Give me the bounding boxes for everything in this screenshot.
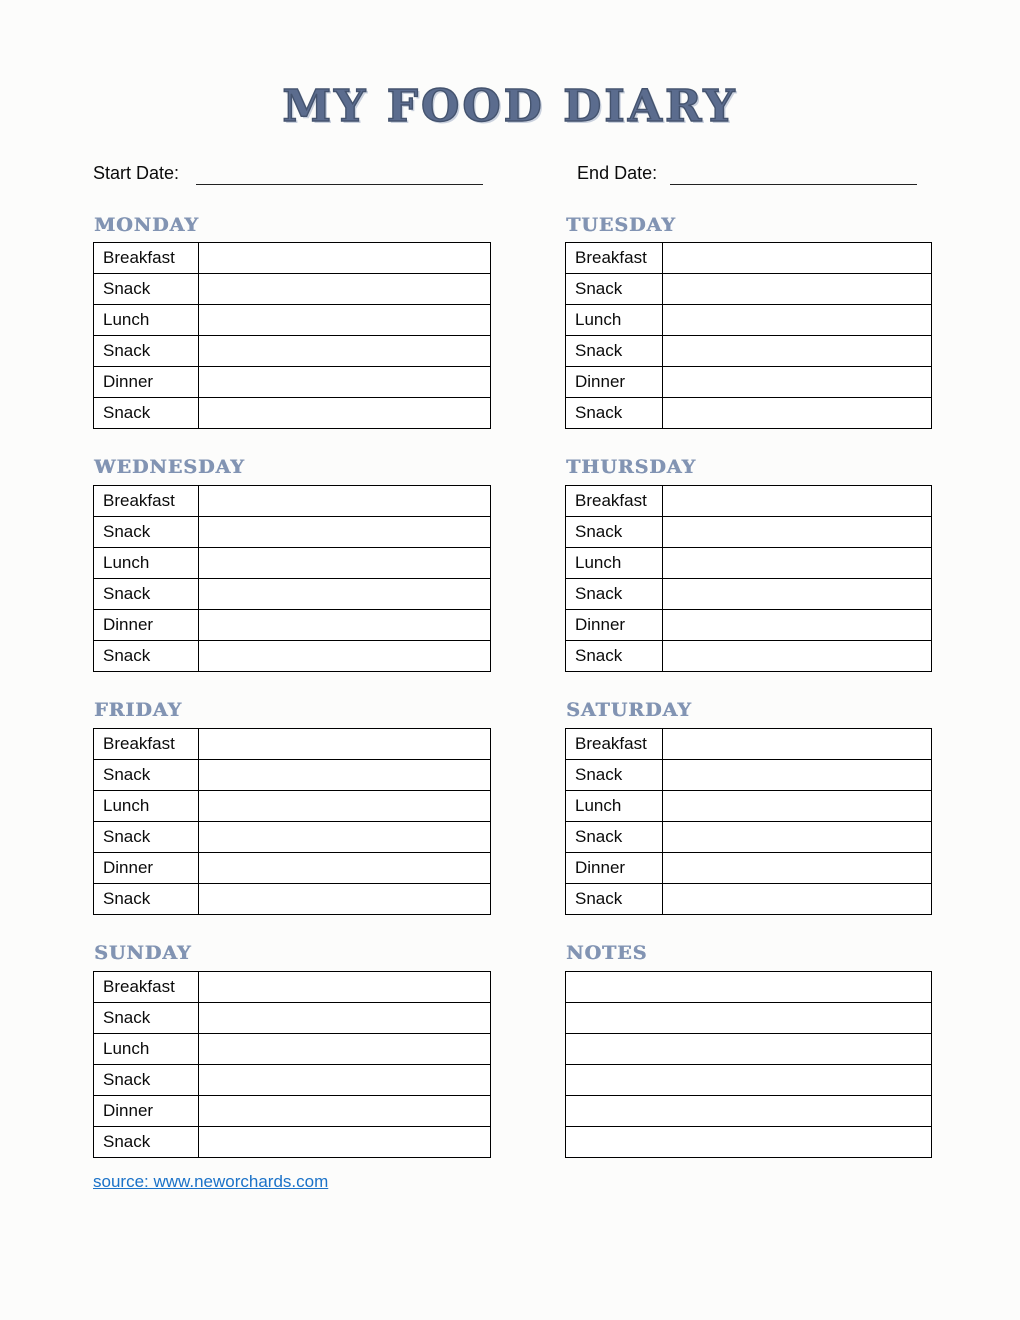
entry-cell-monday-2[interactable] [199,305,491,336]
meal-label-saturday-5: Snack [566,884,663,915]
entry-cell-saturday-1[interactable] [662,760,931,791]
friday-table [93,728,491,915]
meal-label-friday-4: Dinner [94,853,199,884]
entry-cell-saturday-4[interactable] [662,853,931,884]
table-row [94,884,491,915]
saturday-table [565,728,932,915]
table-row [566,1064,932,1095]
entry-cell-friday-5[interactable] [199,884,491,915]
entry-cell-tuesday-5[interactable] [662,398,931,429]
table-row [566,243,932,274]
entry-cell-wednesday-0[interactable] [199,486,491,517]
entry-cell-saturday-0[interactable] [662,729,931,760]
notes-line-1[interactable] [566,1002,932,1033]
section-tuesday [565,215,932,430]
end-date-field[interactable] [670,163,917,185]
table-row [566,822,932,853]
meal-label-saturday-1: Snack [566,760,663,791]
notes-table [565,971,932,1158]
table-row [94,610,491,641]
entry-cell-thursday-1[interactable] [662,517,931,548]
entry-cell-tuesday-0[interactable] [662,243,931,274]
table-row [94,1033,491,1064]
dates-row [93,158,1020,185]
notes-line-0[interactable] [566,971,932,1002]
table-row [94,243,491,274]
meal-label-monday-1: Snack [94,274,199,305]
meal-label-monday-2: Lunch [94,305,199,336]
table-row [566,884,932,915]
meal-label-sunday-1: Snack [94,1002,199,1033]
table-row [94,548,491,579]
entry-cell-sunday-2[interactable] [199,1033,491,1064]
meal-label-wednesday-1: Snack [94,517,199,548]
table-row [94,791,491,822]
meal-label-saturday-0: Breakfast [566,729,663,760]
meal-label-wednesday-0: Breakfast [94,486,199,517]
meal-label-sunday-4: Dinner [94,1095,199,1126]
entry-cell-tuesday-2[interactable] [662,305,931,336]
notes-line-2[interactable] [566,1033,932,1064]
table-row [566,853,932,884]
meal-label-tuesday-3: Snack [566,336,663,367]
entry-cell-thursday-4[interactable] [662,610,931,641]
entry-cell-saturday-5[interactable] [662,884,931,915]
table-row [94,1126,491,1157]
entry-cell-tuesday-3[interactable] [662,336,931,367]
meal-label-friday-2: Lunch [94,791,199,822]
meal-label-saturday-3: Snack [566,822,663,853]
table-row [566,579,932,610]
entry-cell-friday-3[interactable] [199,822,491,853]
section-thursday [565,457,932,672]
meal-label-friday-3: Snack [94,822,199,853]
table-row [566,1002,932,1033]
entry-cell-sunday-3[interactable] [199,1064,491,1095]
meal-label-saturday-2: Lunch [566,791,663,822]
section-friday [93,700,491,915]
heading-monday: MONDAY [94,213,199,236]
notes-line-3[interactable] [566,1064,932,1095]
table-row [566,367,932,398]
entry-cell-wednesday-1[interactable] [199,517,491,548]
meal-label-sunday-0: Breakfast [94,971,199,1002]
tuesday-table [565,242,932,429]
entry-cell-saturday-2[interactable] [662,791,931,822]
table-row [566,760,932,791]
entry-cell-thursday-0[interactable] [662,486,931,517]
meal-label-monday-4: Dinner [94,367,199,398]
meal-label-monday-0: Breakfast [94,243,199,274]
meal-label-tuesday-1: Snack [566,274,663,305]
entry-cell-monday-5[interactable] [199,398,491,429]
heading-notes: NOTES [566,942,648,965]
end-date-label: End Date: [577,162,658,183]
meal-label-tuesday-4: Dinner [566,367,663,398]
table-row [566,971,932,1002]
meal-label-friday-1: Snack [94,760,199,791]
heading-friday: FRIDAY [94,699,183,722]
entry-cell-thursday-5[interactable] [662,641,931,672]
table-row [94,760,491,791]
table-row [94,274,491,305]
table-row [94,853,491,884]
table-row [566,1033,932,1064]
meal-label-thursday-3: Snack [566,579,663,610]
table-row [566,305,932,336]
meal-label-friday-0: Breakfast [94,729,199,760]
table-row [94,729,491,760]
meal-label-wednesday-5: Snack [94,641,199,672]
entry-cell-sunday-1[interactable] [199,1002,491,1033]
table-row [94,641,491,672]
meal-label-wednesday-2: Lunch [94,548,199,579]
meal-label-saturday-4: Dinner [566,853,663,884]
footer [93,1172,1020,1192]
meal-label-thursday-4: Dinner [566,610,663,641]
table-row [566,1095,932,1126]
table-row [94,398,491,429]
table-row [566,517,932,548]
source-link[interactable]: source: www.neworchards.com [93,1171,329,1191]
entry-cell-friday-0[interactable] [199,729,491,760]
table-row [94,1002,491,1033]
start-date-field[interactable] [196,163,483,185]
entry-cell-thursday-3[interactable] [662,579,931,610]
meal-label-monday-3: Snack [94,336,199,367]
entry-cell-monday-4[interactable] [199,367,491,398]
table-row [94,1064,491,1095]
entry-cell-friday-4[interactable] [199,853,491,884]
table-row [566,610,932,641]
notes-line-4[interactable] [566,1095,932,1126]
entry-cell-monday-3[interactable] [199,336,491,367]
table-row [94,822,491,853]
meal-label-tuesday-5: Snack [566,398,663,429]
meal-label-thursday-5: Snack [566,641,663,672]
table-row [94,486,491,517]
notes-line-5[interactable] [566,1126,932,1157]
section-saturday [565,700,932,915]
meal-label-wednesday-3: Snack [94,579,199,610]
table-row [566,729,932,760]
entry-cell-friday-2[interactable] [199,791,491,822]
table-row [566,1126,932,1157]
meal-label-sunday-2: Lunch [94,1033,199,1064]
entry-cell-saturday-3[interactable] [662,822,931,853]
entry-cell-tuesday-1[interactable] [662,274,931,305]
entry-cell-sunday-0[interactable] [199,971,491,1002]
meal-label-tuesday-2: Lunch [566,305,663,336]
wednesday-table [93,485,491,672]
table-row [566,398,932,429]
entry-cell-wednesday-5[interactable] [199,641,491,672]
entry-cell-tuesday-4[interactable] [662,367,931,398]
meal-label-monday-5: Snack [94,398,199,429]
entry-cell-friday-1[interactable] [199,760,491,791]
table-row [566,791,932,822]
entry-cell-sunday-5[interactable] [199,1126,491,1157]
entry-cell-wednesday-4[interactable] [199,610,491,641]
meal-label-sunday-5: Snack [94,1126,199,1157]
heading-sunday: SUNDAY [94,942,192,965]
meal-label-wednesday-4: Dinner [94,610,199,641]
table-row [566,548,932,579]
entry-cell-monday-1[interactable] [199,274,491,305]
meal-label-thursday-2: Lunch [566,548,663,579]
sunday-table [93,971,491,1158]
start-date-label: Start Date: [93,162,180,183]
section-sunday [93,943,491,1158]
monday-table [93,242,491,429]
heading-saturday: SATURDAY [566,699,692,722]
heading-tuesday: TUESDAY [566,213,676,236]
section-wednesday [93,457,491,672]
meal-label-friday-5: Snack [94,884,199,915]
entry-cell-wednesday-2[interactable] [199,548,491,579]
entry-cell-monday-0[interactable] [199,243,491,274]
table-row [94,336,491,367]
section-notes [565,943,932,1158]
page-title: MY FOOD DIARY [282,81,738,132]
table-row [566,336,932,367]
table-row [94,517,491,548]
meal-label-tuesday-0: Breakfast [566,243,663,274]
table-row [94,367,491,398]
meal-label-thursday-1: Snack [566,517,663,548]
thursday-table [565,485,932,672]
table-row [566,641,932,672]
heading-wednesday: WEDNESDAY [94,456,245,479]
entry-cell-sunday-4[interactable] [199,1095,491,1126]
meal-label-thursday-0: Breakfast [566,486,663,517]
entry-cell-wednesday-3[interactable] [199,579,491,610]
table-row [94,579,491,610]
table-row [566,486,932,517]
sections-grid [93,215,1020,1158]
table-row [94,1095,491,1126]
table-row [94,305,491,336]
entry-cell-thursday-2[interactable] [662,548,931,579]
section-monday [93,215,491,430]
table-row [94,971,491,1002]
table-row [566,274,932,305]
meal-label-sunday-3: Snack [94,1064,199,1095]
heading-thursday: THURSDAY [566,456,697,479]
